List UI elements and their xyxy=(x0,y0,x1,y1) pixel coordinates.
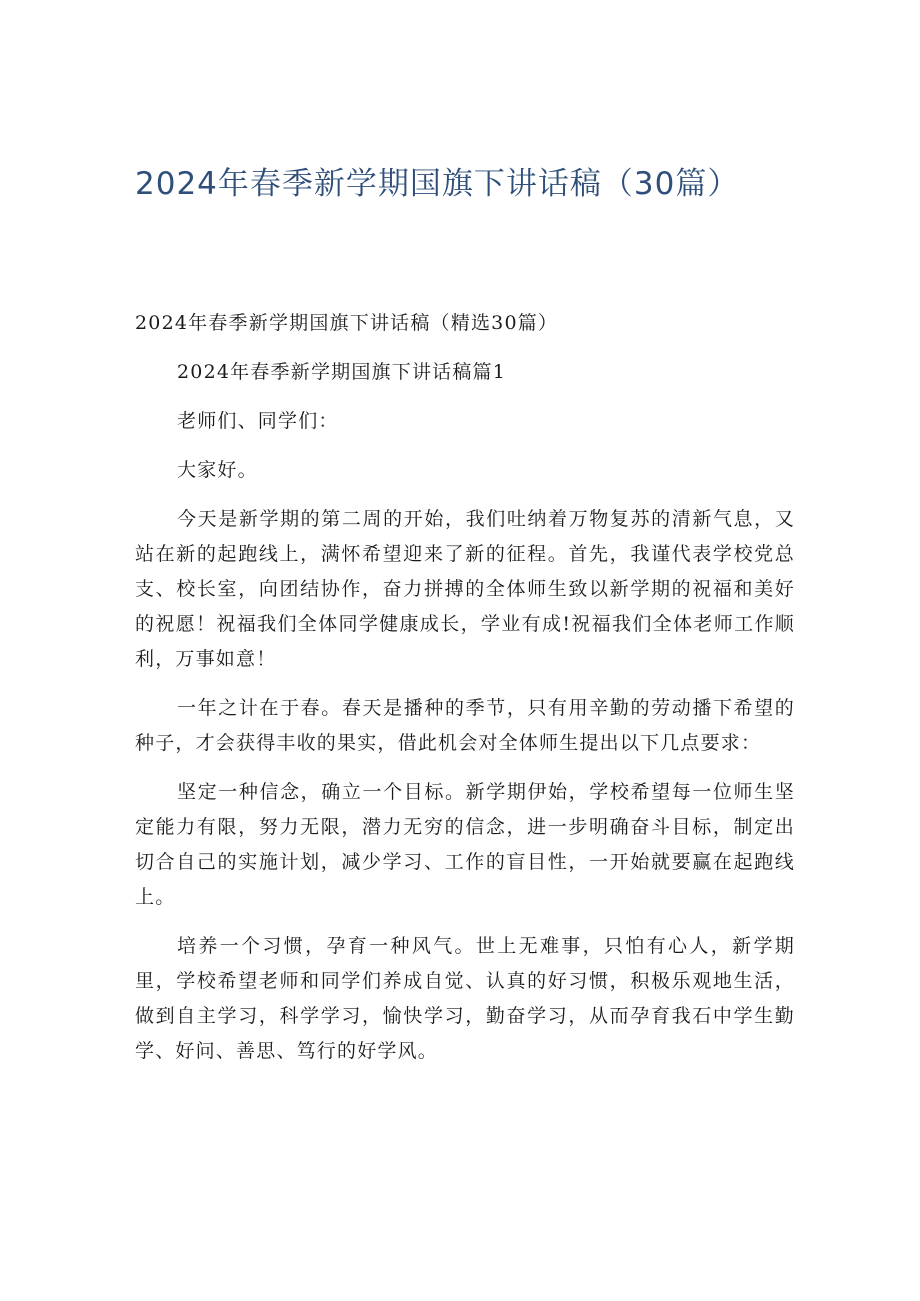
greeting: 大家好。 xyxy=(177,459,258,481)
body-paragraph: 坚定一种信念，确立一个目标。新学期伊始，学校希望每一位师生坚定能力有限，努力无限，潜力无穷的信念，进一步明确奋斗目标，制定出切合自己的实施计划，减少学习、工作的盲目性，一开始就要赢在起跑线上。 xyxy=(135,781,795,908)
document-title: 2024年春季新学期国旗下讲话稿（30篇） xyxy=(135,166,740,202)
subtitle-paragraph: 2024年春季新学期国旗下讲话稿（精选30篇） xyxy=(135,312,559,334)
document-body xyxy=(135,306,795,1083)
body-paragraph: 培养一个习惯，孕育一种风气。世上无难事，只怕有心人，新学期里，学校希望老师和同学们养成自觉、认真的好习惯，积极乐观地生活，做到自主学习，科学学习，愉快学习，勤奋学习，从而孕育我石中学生勤学、好问、善思、笃行的好学风。 xyxy=(135,935,795,1062)
body-paragraph: 一年之计在于春。春天是播种的季节，只有用辛勤的劳动播下希望的种子，才会获得丰收的果实，借此机会对全体师生提出以下几点要求： xyxy=(135,697,795,754)
salutation: 老师们、同学们： xyxy=(177,410,339,432)
body-paragraph: 今天是新学期的第二周的开始，我们吐纳着万物复苏的清新气息，又站在新的起跑线上，满怀希望迎来了新的征程。首先，我谨代表学校党总支、校长室，向团结协作，奋力拼搏的全体师生致以新学期的祝福和美好的祝愿！祝福我们全体同学健康成长，学业有成!祝福我们全体老师工作顺利，万事如意！ xyxy=(135,508,795,670)
section-heading: 2024年春季新学期国旗下讲话稿篇1 xyxy=(177,361,507,383)
